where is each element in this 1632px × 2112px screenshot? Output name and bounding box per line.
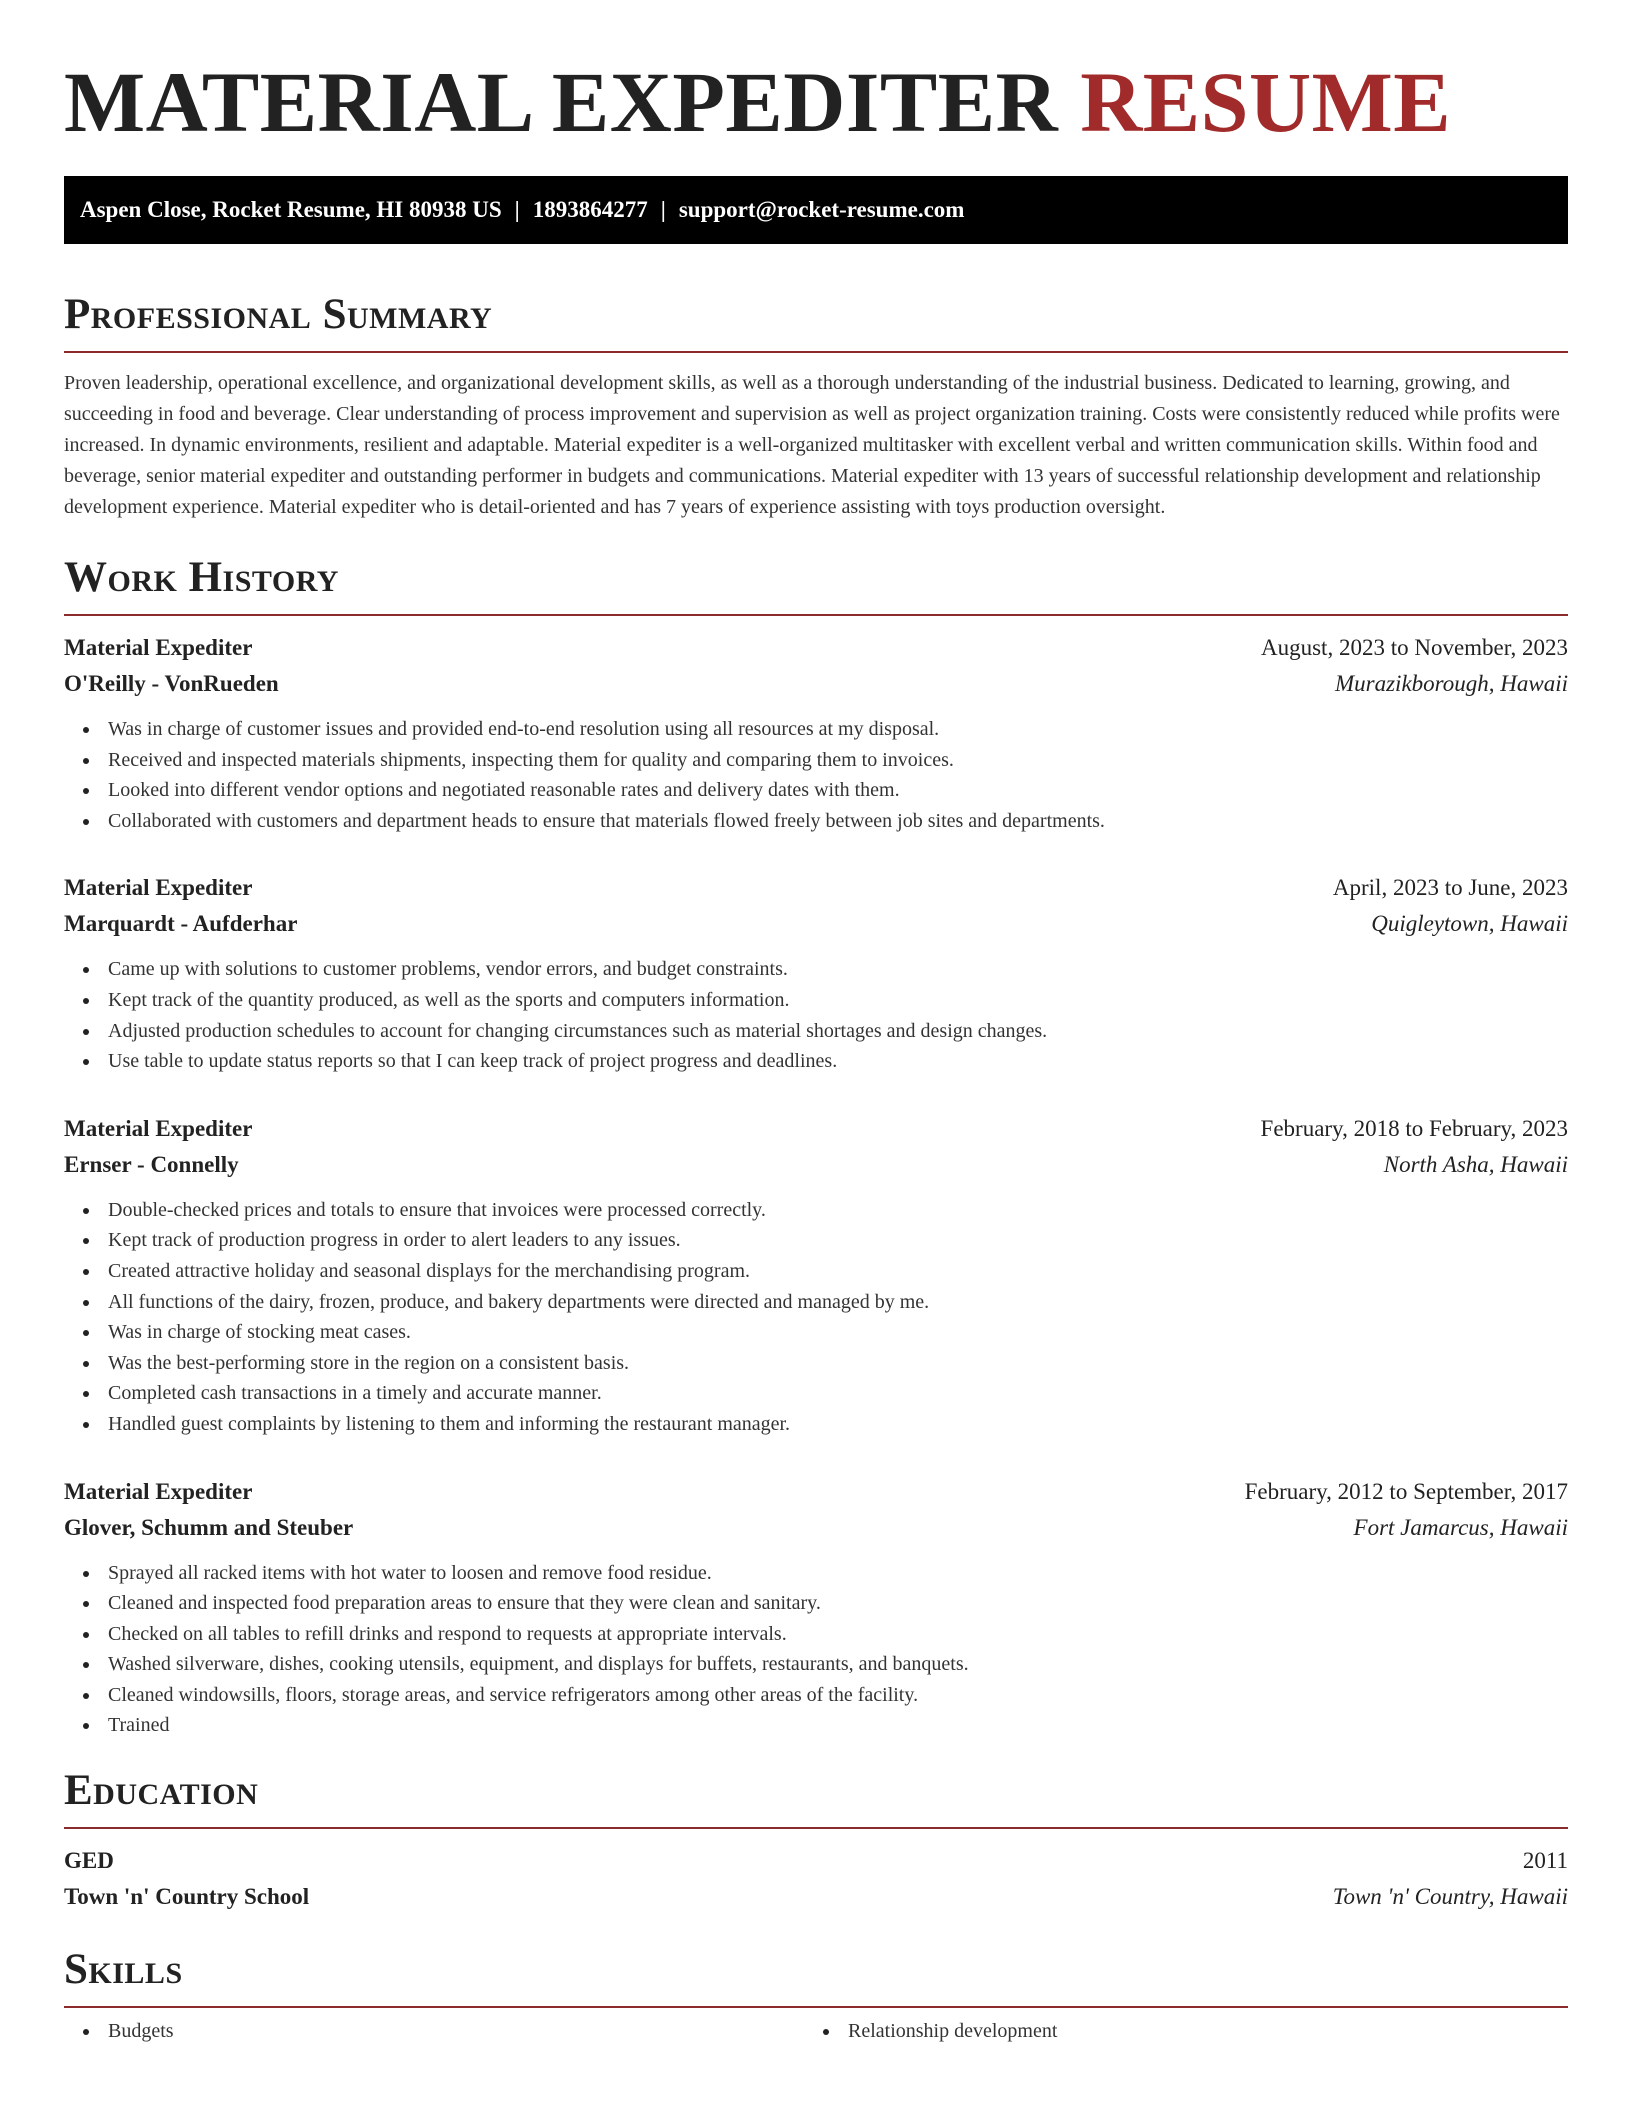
- education-row: [64, 1879, 1568, 1915]
- summary-section: [64, 287, 1568, 523]
- job-company: Glover, Schumm and Steuber: [64, 1514, 354, 1540]
- skills-heading: Skills: [64, 1946, 183, 1994]
- job-row: [64, 906, 1568, 942]
- job-title: Material Expediter: [64, 875, 253, 901]
- job-company: Marquardt - Aufderhar: [64, 911, 298, 937]
- education-section: [64, 1763, 1568, 1915]
- job-location: North Asha, Hawaii: [1383, 1151, 1568, 1177]
- contact-address: Aspen Close, Rocket Resume, HI 80938 US: [80, 197, 502, 222]
- job-bullet: Kept track of production progress in order to alert leaders to any issues.: [64, 1225, 1568, 1256]
- skills-column-left: [64, 2016, 804, 2047]
- job-row: [64, 630, 1568, 666]
- job-location: Murazikborough, Hawaii: [1335, 671, 1568, 696]
- job-bullet: Completed cash transactions in a timely and accurate manner.: [64, 1378, 1568, 1409]
- section-divider: [64, 351, 1568, 353]
- job-bullet: Received and inspected materials shipments, inspecting them for quality and comparing them to invoices.: [64, 745, 1568, 776]
- job-row: [64, 1474, 1568, 1510]
- school-name: Town 'n' Country School: [64, 1884, 310, 1910]
- job-bullet: Cleaned windowsills, floors, storage areas, and service refrigerators among other areas of the facility.: [64, 1680, 1568, 1711]
- summary-heading: Professional Summary: [64, 291, 493, 338]
- job-dates: February, 2018 to February, 2023: [1260, 1115, 1568, 1141]
- job-bullet: Cleaned and inspected food preparation areas to ensure that they were clean and sanitary.: [64, 1588, 1568, 1619]
- job-bullets: [64, 1195, 1568, 1440]
- job-dates: April, 2023 to June, 2023: [1332, 875, 1568, 901]
- job-entry: [64, 1111, 1568, 1440]
- job-entry: [64, 1474, 1568, 1742]
- job-bullet: Was the best-performing store in the region on a consistent basis.: [64, 1348, 1568, 1379]
- job-title: Material Expediter: [64, 635, 253, 660]
- job-row: [64, 870, 1568, 906]
- job-list: [64, 630, 1568, 1741]
- job-bullets: [64, 954, 1568, 1076]
- job-company: O'Reilly - VonRueden: [64, 671, 279, 696]
- job-bullet: Use table to update status reports so that I can keep track of project progress and deadlines.: [64, 1046, 1568, 1077]
- job-bullets: [64, 714, 1568, 836]
- skills-section: [64, 1942, 1568, 2047]
- education-row: [64, 1843, 1568, 1879]
- degree: GED: [64, 1848, 114, 1874]
- section-divider: [64, 2006, 1568, 2008]
- resume-page: [64, 0, 1568, 2047]
- job-bullet: All functions of the dairy, frozen, produce, and bakery departments were directed and managed by me.: [64, 1287, 1568, 1318]
- summary-text: Proven leadership, operational excellence, and organizational development skills, as well as a thorough understanding of the industrial business. Dedicated to learning, growing, and succeeding in food and beverage. Clear understanding of process improvement and supervision as well as project organization training. Costs were consistently reduced while profits were increased. In dynamic environments, resilient and adaptable. Material expediter is a well-organized multitasker with excellent verbal and written communication skills. Within food and beverage, senior material expediter and outstanding performer in budgets and communications. Material expediter with 13 years of successful relationship development and relationship development experience. Material expediter who is detail-oriented and has 7 years of experience assisting with toys production oversight.: [64, 372, 1560, 518]
- job-row: [64, 666, 1568, 702]
- job-entry: [64, 630, 1568, 836]
- job-dates: February, 2012 to September, 2017: [1244, 1478, 1568, 1504]
- job-bullet: Created attractive holiday and seasonal displays for the merchandising program.: [64, 1256, 1568, 1287]
- job-bullet: Was in charge of customer issues and provided end-to-end resolution using all resources at my disposal.: [64, 714, 1568, 745]
- skills-column-right: [804, 2016, 1544, 2047]
- job-company: Ernser - Connelly: [64, 1151, 239, 1177]
- job-row: [64, 1510, 1568, 1546]
- skill-item: Relationship development: [804, 2016, 1544, 2047]
- title-main: MATERIAL EXPEDITER: [64, 54, 1059, 150]
- job-bullet: Looked into different vendor options and negotiated reasonable rates and delivery dates with them.: [64, 775, 1568, 806]
- skill-item: Budgets: [64, 2016, 804, 2047]
- education-entry: [64, 1843, 1568, 1915]
- job-location: Fort Jamarcus, Hawaii: [1353, 1514, 1568, 1540]
- title-accent: RESUME: [1080, 54, 1452, 150]
- contact-email[interactable]: support@rocket-resume.com: [678, 197, 965, 222]
- job-title: Material Expediter: [64, 1478, 253, 1504]
- work-history-section: [64, 550, 1568, 1741]
- school-location: Town 'n' Country, Hawaii: [1332, 1884, 1568, 1910]
- job-bullet: Came up with solutions to customer problems, vendor errors, and budget constraints.: [64, 954, 1568, 985]
- job-entry: [64, 870, 1568, 1076]
- job-bullet: Double-checked prices and totals to ensure that invoices were processed correctly.: [64, 1195, 1568, 1226]
- job-row: [64, 1111, 1568, 1147]
- skills-grid: [64, 2016, 1568, 2047]
- contact-separator: |: [514, 197, 520, 222]
- job-location: Quigleytown, Hawaii: [1371, 911, 1568, 937]
- job-row: [64, 1147, 1568, 1183]
- contact-bar: [64, 176, 1568, 244]
- education-heading: Education: [64, 1767, 259, 1815]
- job-bullet: Sprayed all racked items with hot water to loosen and remove food residue.: [64, 1558, 1568, 1589]
- job-bullet: Kept track of the quantity produced, as well as the sports and computers information.: [64, 985, 1568, 1016]
- job-bullet: Collaborated with customers and department heads to ensure that materials flowed freely between job sites and departments.: [64, 806, 1568, 837]
- section-divider: [64, 614, 1568, 616]
- section-divider: [64, 1827, 1568, 1829]
- contact-phone[interactable]: 1893864277: [532, 197, 648, 222]
- graduation-year: 2011: [1522, 1848, 1568, 1874]
- job-bullet: Washed silverware, dishes, cooking utensils, equipment, and displays for buffets, restaurants, and banquets.: [64, 1649, 1568, 1680]
- job-bullets: [64, 1558, 1568, 1742]
- job-bullet: Trained: [64, 1710, 1568, 1741]
- job-title: Material Expediter: [64, 1115, 253, 1141]
- resume-title: [64, 0, 1568, 152]
- job-bullet: Adjusted production schedules to account for changing circumstances such as material shortages and design changes.: [64, 1016, 1568, 1047]
- job-bullet: Checked on all tables to refill drinks and respond to requests at appropriate intervals.: [64, 1619, 1568, 1650]
- job-bullet: Was in charge of stocking meat cases.: [64, 1317, 1568, 1348]
- work-history-heading: Work History: [64, 554, 339, 601]
- job-dates: August, 2023 to November, 2023: [1261, 635, 1568, 660]
- job-bullet: Handled guest complaints by listening to them and informing the restaurant manager.: [64, 1409, 1568, 1440]
- contact-separator: |: [660, 197, 666, 222]
